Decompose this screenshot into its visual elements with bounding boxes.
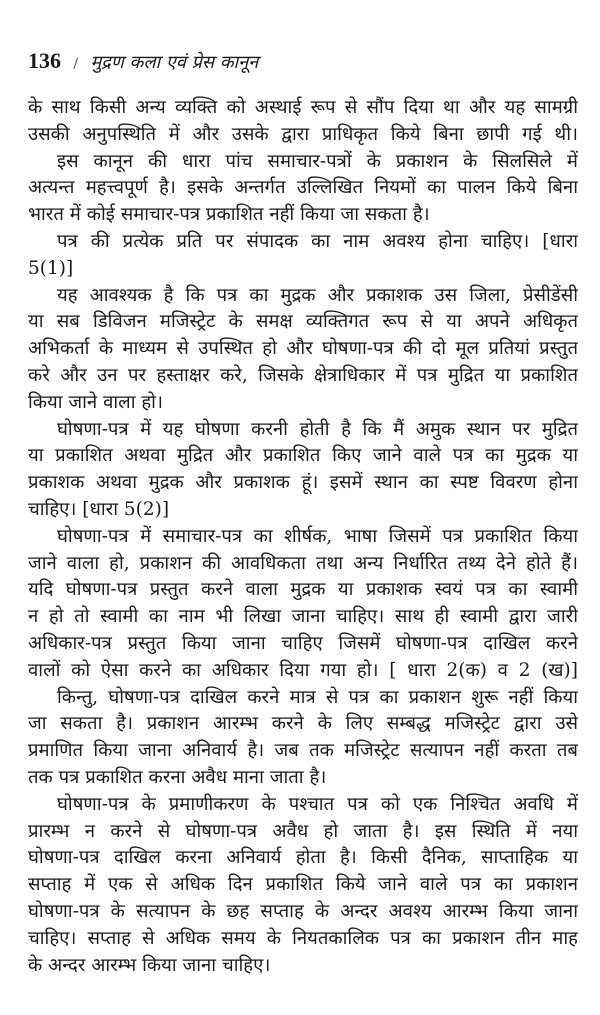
text-line: किया जाने वाला हो। [28,391,163,413]
text-line: उसकी अनुपस्थिति में और उसके द्वारा प्राधिकृत किये बिना छापी गई थी। [28,123,578,145]
text-line: या सब डिविजन मजिस्ट्रेट के समक्ष व्यक्तिगत रूप से या अपने अधिकृत [28,311,578,333]
text-line: घोषणा-पत्र दाखिल करना अनिवार्य होता है। किसी दैनिक, साप्ताहिक या [28,847,578,869]
text-line: घोषणा-पत्र में समाचार-पत्र का शीर्षक, भाषा जिसमें पत्र प्रकाशित किया [57,525,578,547]
book-title: मुद्रण कला एवं प्रेस कानून [90,52,259,73]
text-line: घोषणा-पत्र में यह घोषणा करनी होती है कि मैं अमुक स्थान पर मुद्रित [57,418,578,440]
text-line: अभिकर्ता के माध्यम से उपस्थित हो और घोषणा-पत्र की दो मूल प्रतियां प्रस्तुत [28,338,578,360]
text-line: चाहिए। सप्ताह से अधिक समय के नियतकालिक पत्र का प्रकाशन तीन माह [28,927,578,949]
text-line: यदि घोषणा-पत्र प्रस्तुत करने वाला मुद्रक या प्रकाशक स्वयं पत्र का स्वामी [28,579,578,601]
text-line: जाने वाला हो, प्रकाशन की आवधिकता तथा अन्य निर्धारित तथ्य देने होते हैं। [28,552,578,574]
body-text [28,95,578,979]
text-line: वालों को ऐसा करने का अधिकार दिया गया हो। [ धारा 2(क) व 2 (ख)] [28,659,578,681]
text-line: न हो तो स्वामी का नाम भी लिखा जाना चाहिए। साथ ही स्वामी द्वारा जारी [28,606,578,628]
text-line: प्रारम्भ न करने से घोषणा-पत्र अवैध हो जाता है। इस स्थिति में नया [28,820,578,842]
text-line: भारत में कोई समाचार-पत्र प्रकाशित नहीं किया जा सकता है। [28,204,430,226]
text-line: पत्र की प्रत्येक प्रति पर संपादक का नाम अवश्य होना चाहिए। [धारा [57,230,578,252]
text-line: चाहिए। [धारा 5(2)] [28,498,170,520]
text-line: प्रकाशक अथवा मुद्रक और प्रकाशक हूं। इसमें स्थान का स्पष्ट विवरण होना [28,472,578,494]
page-number: 136 [28,48,61,73]
running-header [28,48,258,74]
text-line: जा सकता है। प्रकाशन आरम्भ करने के लिए सम्बद्ध मजिस्ट्रेट द्वारा उसे [28,713,578,735]
text-line: घोषणा-पत्र के प्रमाणीकरण के पश्चात पत्र को एक निश्चित अवधि में [57,793,578,815]
text-line: के अन्दर आरम्भ किया जाना चाहिए। [28,954,271,976]
text-line: किन्तु, घोषणा-पत्र दाखिल करने मात्र से पत्र का प्रकाशन शुरू नहीं किया [57,686,578,708]
text-line: सप्ताह में एक से अधिक दिन प्रकाशित किये जाने वाले पत्र का प्रकाशन [28,874,578,896]
text-line: तक पत्र प्रकाशित करना अवैध माना जाता है। [28,766,327,788]
text-line: करे और उन पर हस्ताक्षर करे, जिसके क्षेत्राधिकार में पत्र मुद्रित या प्रकाशित [28,364,578,386]
text-line: घोषणा-पत्र के सत्यापन के छह सप्ताह के अन्दर अवश्य आरम्भ किया जाना [28,900,578,922]
text-line: या प्रकाशित अथवा मुद्रित और प्रकाशित किए जाने वाले पत्र का मुद्रक या [28,445,578,467]
text-line: अत्यन्त महत्त्वपूर्ण है। इसके अन्तर्गत उल्लिखित नियमों का पालन किये बिना [28,177,578,199]
header-separator: / [73,56,79,72]
text-line: 5(1)] [28,257,74,279]
text-line: यह आवश्यक है कि पत्र का मुद्रक और प्रकाशक उस जिला, प्रेसीडेंसी [57,284,578,306]
text-line: प्रमाणित किया जाना अनिवार्य है। जब तक मजिस्ट्रेट सत्यापन नहीं करता तब [28,740,578,762]
text-line: इस कानून की धारा पांच समाचार-पत्रों के प्रकाशन के सिलसिले में [57,150,578,172]
text-line: अधिकार-पत्र प्रस्तुत किया जाना चाहिए जिसमें घोषणा-पत्र दाखिल करने [28,632,578,654]
text-line: के साथ किसी अन्य व्यक्ति को अस्थाई रूप से सौंप दिया था और यह सामग्री [28,97,578,118]
